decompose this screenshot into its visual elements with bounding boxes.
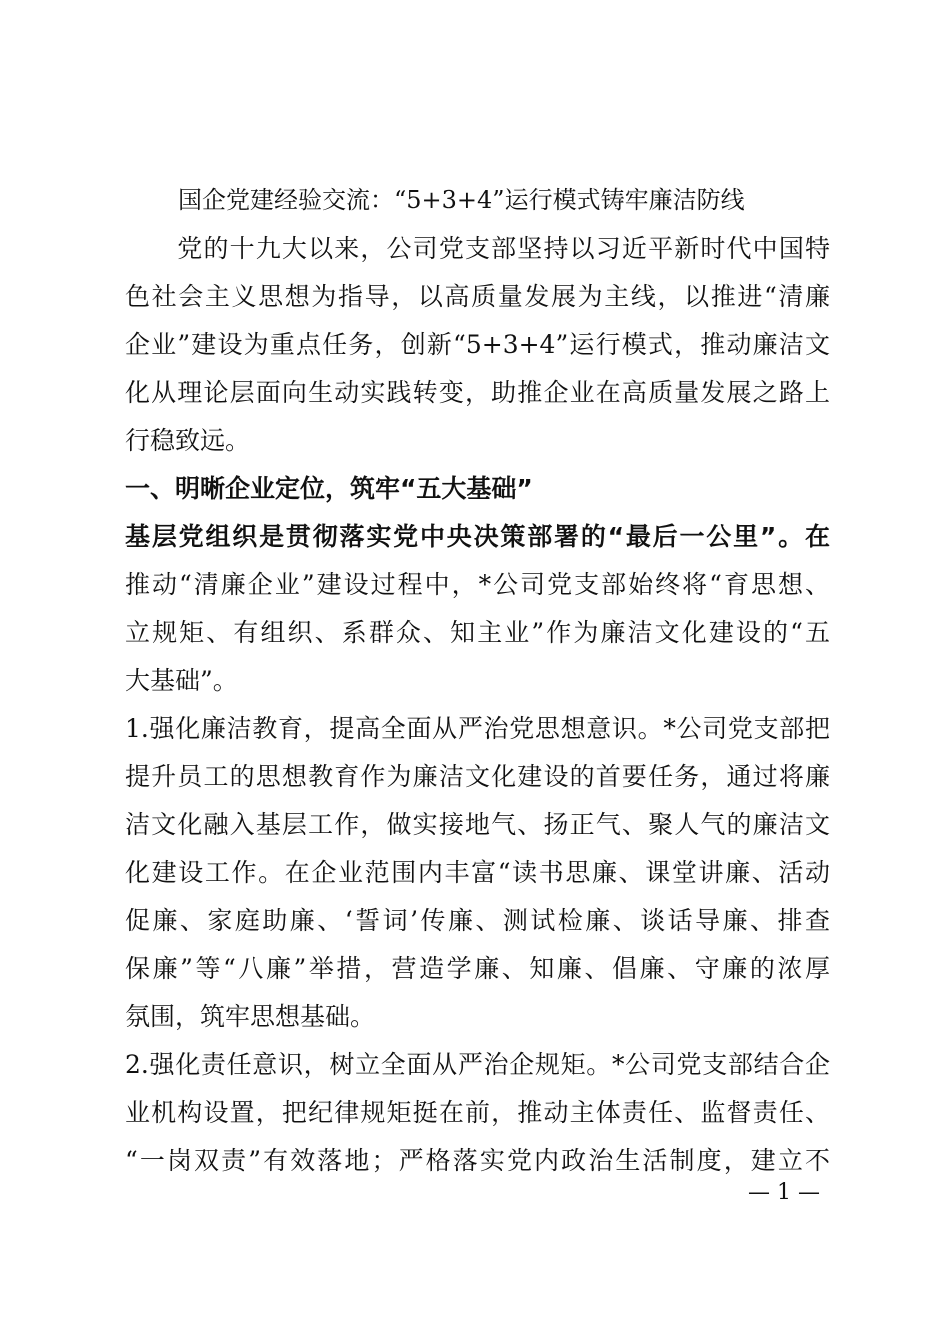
item1-line: 化建设工作。在企业范围内丰富“读书思廉、课堂讲廉、活动 [125, 858, 830, 887]
intro-line: 化从理论层面向生动实践转变，助推企业在高质量发展之路上 [125, 378, 830, 407]
item1-line: 1.强化廉洁教育，提高全面从严治党思想意识。*公司党支部把 [125, 714, 830, 743]
item1-line: 保廉”等“八廉”举措，营造学廉、知廉、倡廉、守廉的浓厚 [125, 954, 830, 983]
item1-line: 促廉、家庭助廉、‘誓词’传廉、测试检廉、谈话导廉、排查 [125, 906, 830, 935]
item2-line: “一岗双责”有效落地；严格落实党内政治生活制度，建立不 [125, 1146, 830, 1175]
section-line: 推动“清廉企业”建设过程中，*公司党支部始终将“育思想、 [125, 570, 830, 599]
item1-line: 洁文化融入基层工作，做实接地气、扬正气、聚人气的廉洁文 [125, 810, 830, 839]
intro-line: 企业”建设为重点任务，创新“5+3+4”运行模式，推动廉洁文 [125, 330, 830, 359]
section-heading: 一、明晰企业定位，筑牢“五大基础” [125, 474, 533, 503]
item1-line: 提升员工的思想教育作为廉洁文化建设的首要任务，通过将廉 [125, 762, 830, 791]
section-line: 立规矩、有组织、系群众、知主业”作为廉洁文化建设的“五 [125, 618, 830, 647]
document-title: 国企党建经验交流：“5+3+4”运行模式铸牢廉洁防线 [178, 186, 745, 214]
intro-line: 行稳致远。 [125, 426, 251, 455]
intro-line: 色社会主义思想为指导，以高质量发展为主线，以推进“清廉 [125, 282, 830, 311]
item2-line: 2.强化责任意识，树立全面从严治企规矩。*公司党支部结合企 [125, 1050, 830, 1079]
section-lead-line: 基层党组织是贯彻落实党中央决策部署的“最后一公里”。在 [125, 522, 830, 551]
section-line: 大基础”。 [125, 666, 238, 695]
page-number: — 1 — [748, 1180, 820, 1205]
intro-line: 党的十九大以来，公司党支部坚持以习近平新时代中国特 [125, 234, 830, 263]
item2-line: 业机构设置，把纪律规矩挺在前，推动主体责任、监督责任、 [125, 1098, 830, 1127]
item1-line: 氛围，筑牢思想基础。 [125, 1002, 376, 1031]
